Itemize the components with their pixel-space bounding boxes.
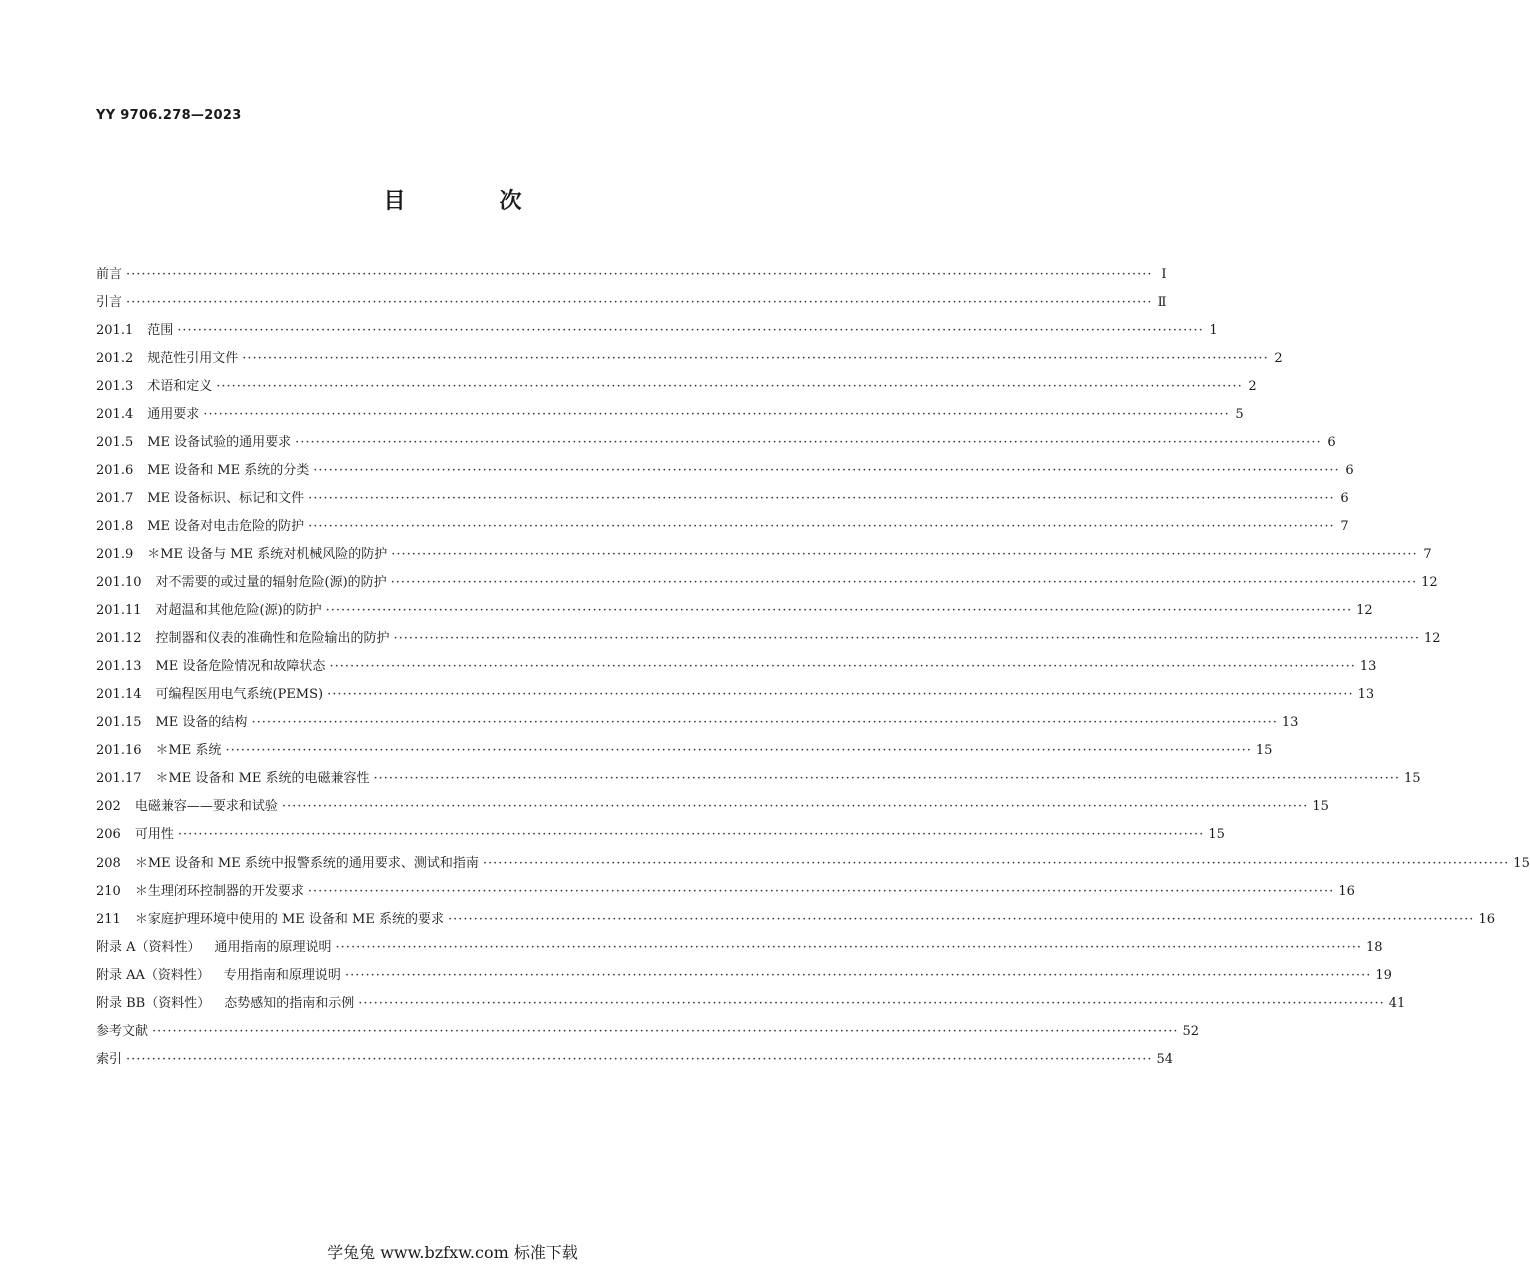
toc-entry-page: 7: [1423, 546, 1432, 562]
toc-entry[interactable]: [96, 933, 1383, 961]
toc-leader-dots: ········································································································································································································: [308, 518, 1335, 534]
toc-entry-page: 2: [1248, 378, 1257, 394]
toc-entry-number: 201.13: [96, 659, 142, 675]
toc-entry[interactable]: [96, 597, 1373, 625]
toc-leader-dots: ········································································································································································································: [177, 322, 1204, 338]
toc-entry[interactable]: [96, 681, 1375, 709]
toc-entry-page: Ⅰ: [1161, 266, 1167, 282]
page-title: 目 次: [383, 189, 558, 214]
toc-leader-dots: ········································································································································································································: [126, 1051, 1153, 1067]
toc-leader-dots: ········································································································································································································: [307, 883, 1335, 899]
toc-leader-dots: ········································································································································································································: [344, 967, 1372, 983]
toc-entry-number: 210: [96, 883, 121, 899]
toc-entry-number: 201.7: [96, 490, 134, 506]
toc-entry-number: 201.5: [96, 434, 134, 450]
toc-entry[interactable]: [96, 849, 1530, 877]
toc-entry[interactable]: [96, 344, 1283, 372]
toc-leader-dots: ········································································································································································································: [177, 827, 1205, 843]
toc-entry-number: 201.1: [96, 322, 134, 338]
toc-entry-page: 7: [1340, 518, 1349, 534]
toc-entry-page: 13: [1357, 687, 1375, 703]
toc-leader-dots: ········································································································································································································: [216, 378, 1243, 394]
toc-leader-dots: ········································································································································································································: [126, 294, 1153, 310]
toc-entry-label: ME 设备试验的通用要求: [147, 434, 292, 450]
toc-entry-label: 术语和定义: [147, 378, 213, 394]
toc-entry-label: ME 设备标识、标记和文件: [147, 490, 305, 506]
toc-entry-number: 201.11: [96, 603, 142, 619]
toc-entry[interactable]: [96, 1045, 1174, 1073]
toc-entry-page: 41: [1388, 995, 1406, 1011]
toc-entry-page: 13: [1281, 715, 1299, 731]
toc-leader-dots: ········································································································································································································: [251, 715, 1278, 731]
toc-entry-number: 201.12: [96, 631, 142, 647]
toc-entry-label: ＊生理闭环控制器的开发要求: [134, 883, 304, 899]
toc-leader-dots: ········································································································································································································: [295, 434, 1322, 450]
toc-entry-label: 参考文献: [96, 1023, 149, 1039]
footer-watermark: 学兔兔 www.bzfxw.com 标准下载: [327, 1243, 578, 1262]
toc-entry-label: ＊ME 系统: [155, 743, 222, 759]
toc-leader-dots: ········································································································································································································: [152, 1023, 1179, 1039]
toc-entry-label: 前言: [96, 266, 123, 282]
toc-entry-page: 2: [1274, 350, 1283, 366]
toc-entry[interactable]: [96, 877, 1355, 905]
toc-entry-label: 电磁兼容——要求和试验: [134, 799, 278, 815]
toc-entry-number: 附录 BB（资料性）: [96, 995, 211, 1011]
toc-leader-dots: ········································································································································································································: [281, 799, 1309, 815]
toc-entry-label: 对超温和其他危险(源)的防护: [155, 603, 322, 619]
toc-entry-label: ME 设备对电击危险的防护: [147, 518, 305, 534]
toc-leader-dots: ········································································································································································································: [390, 575, 1418, 591]
toc-entry-page: 12: [1423, 631, 1441, 647]
toc-entry[interactable]: [96, 456, 1354, 484]
toc-entry-page: 6: [1345, 462, 1354, 478]
toc-entry[interactable]: [96, 316, 1218, 344]
toc-entry-page: 1: [1209, 322, 1218, 338]
toc-entry[interactable]: [96, 709, 1299, 737]
toc-entry-page: Ⅱ: [1157, 294, 1167, 310]
toc-entry-number: 201.3: [96, 378, 134, 394]
toc-entry-label: 态势感知的指南和示例: [224, 995, 355, 1011]
toc-leader-dots: ········································································································································································································: [482, 855, 1510, 871]
toc-entry-label: ＊家庭护理环境中使用的 ME 设备和 ME 系统的要求: [134, 911, 444, 927]
toc-entry-label: 专用指南和原理说明: [223, 967, 341, 983]
toc-entry-page: 15: [1208, 827, 1225, 843]
toc-entry-number: 201.16: [96, 743, 142, 759]
toc-entry-label: ＊ME 设备和 ME 系统中报警系统的通用要求、测试和指南: [134, 855, 479, 871]
toc-entry-page: 54: [1156, 1051, 1174, 1067]
toc-leader-dots: ········································································································································································································: [203, 406, 1230, 422]
toc-entry-number: 201.2: [96, 350, 134, 366]
toc-entry-number: 211: [96, 911, 121, 927]
toc-leader-dots: ········································································································································································································: [391, 546, 1418, 562]
toc-entry-label: 通用要求: [147, 406, 200, 422]
toc-leader-dots: ········································································································································································································: [242, 350, 1269, 366]
toc-entry-label: 可编程医用电气系统(PEMS): [155, 687, 324, 703]
toc-entry-label: 可用性: [134, 827, 174, 843]
toc-entry-page: 12: [1356, 603, 1373, 619]
toc-entry-page: 16: [1338, 883, 1355, 899]
toc-entry[interactable]: [96, 512, 1349, 540]
toc-leader-dots: ········································································································································································································: [358, 995, 1385, 1011]
toc-entry[interactable]: [96, 400, 1244, 428]
toc-entry-number: 附录 A（资料性）: [96, 939, 201, 955]
toc-leader-dots: ········································································································································································································: [308, 490, 1335, 506]
standard-number: YY 9706.278—2023: [96, 108, 242, 123]
toc-entry[interactable]: [96, 1017, 1200, 1045]
toc-entry-label: ME 设备危险情况和故障状态: [155, 659, 326, 675]
toc-leader-dots: ········································································································································································································: [225, 743, 1252, 759]
toc-entry-page: 13: [1359, 659, 1377, 675]
toc-entry-page: 18: [1366, 939, 1383, 955]
toc-entry-page: 15: [1513, 855, 1530, 871]
toc-entry-label: 引言: [96, 294, 123, 310]
toc-entry[interactable]: [96, 540, 1432, 568]
toc-entry-page: 15: [1255, 743, 1273, 759]
toc-entry-number: 202: [96, 799, 121, 815]
toc-entry-number: 201.4: [96, 406, 134, 422]
toc-entry-number: 201.6: [96, 462, 134, 478]
toc-entry-number: 201.9: [96, 546, 134, 562]
toc-entry-page: 5: [1235, 406, 1244, 422]
toc-entry[interactable]: [96, 288, 1167, 316]
toc-entry-number: 206: [96, 827, 121, 843]
toc-entry-number: 201.10: [96, 575, 142, 591]
toc-entry[interactable]: [96, 484, 1349, 512]
toc-entry-page: 52: [1182, 1023, 1200, 1039]
toc-entry[interactable]: [96, 653, 1377, 681]
toc-entry-page: 16: [1478, 911, 1495, 927]
toc-entry[interactable]: [96, 821, 1225, 849]
toc-entry-label: 索引: [96, 1051, 123, 1067]
toc-entry[interactable]: [96, 428, 1336, 456]
toc-entry-page: 19: [1375, 967, 1392, 983]
toc-entry-label: ＊ME 设备和 ME 系统的电磁兼容性: [155, 771, 370, 787]
toc-entry-label: 范围: [147, 322, 174, 338]
toc-entry[interactable]: [96, 372, 1257, 400]
toc-leader-dots: ········································································································································································································: [313, 462, 1340, 478]
toc-leader-dots: ········································································································································································································: [373, 771, 1400, 787]
toc-entry-label: ＊ME 设备与 ME 系统对机械风险的防护: [147, 546, 388, 562]
toc-entry-label: 通用指南的原理说明: [214, 939, 332, 955]
toc-entry[interactable]: [96, 765, 1421, 793]
toc-entry[interactable]: [96, 989, 1406, 1017]
toc-entry-page: 6: [1327, 434, 1336, 450]
table-of-contents: [96, 260, 1530, 1073]
toc-entry-page: 12: [1421, 575, 1438, 591]
toc-entry[interactable]: [96, 569, 1438, 597]
toc-entry-page: 15: [1312, 799, 1329, 815]
toc-entry[interactable]: [96, 961, 1392, 989]
toc-entry-label: 控制器和仪表的准确性和危险输出的防护: [155, 631, 390, 647]
toc-entry-label: ME 设备和 ME 系统的分类: [147, 462, 310, 478]
toc-entry-page: 15: [1403, 771, 1421, 787]
toc-entry-number: 201.14: [96, 687, 142, 703]
toc-leader-dots: ········································································································································································································: [325, 603, 1353, 619]
toc-entry-label: 对不需要的或过量的辐射危险(源)的防护: [155, 575, 387, 591]
toc-leader-dots: ········································································································································································································: [335, 939, 1363, 955]
toc-entry-number: 201.15: [96, 715, 142, 731]
toc-leader-dots: ········································································································································································································: [393, 631, 1420, 647]
toc-entry[interactable]: [96, 260, 1167, 288]
toc-leader-dots: ········································································································································································································: [327, 687, 1354, 703]
toc-entry[interactable]: [96, 625, 1441, 653]
toc-leader-dots: ········································································································································································································: [447, 911, 1475, 927]
toc-entry-label: ME 设备的结构: [155, 715, 248, 731]
toc-leader-dots: ········································································································································································································: [329, 659, 1356, 675]
toc-entry[interactable]: [96, 793, 1329, 821]
toc-leader-dots: ········································································································································································································: [126, 266, 1153, 282]
toc-entry-page: 6: [1340, 490, 1349, 506]
toc-entry-number: 附录 AA（资料性）: [96, 967, 210, 983]
toc-entry-number: 208: [96, 855, 121, 871]
toc-entry-label: 规范性引用文件: [147, 350, 239, 366]
toc-entry[interactable]: [96, 905, 1495, 933]
toc-entry-number: 201.17: [96, 771, 142, 787]
toc-entry-number: 201.8: [96, 518, 134, 534]
toc-entry[interactable]: [96, 737, 1273, 765]
